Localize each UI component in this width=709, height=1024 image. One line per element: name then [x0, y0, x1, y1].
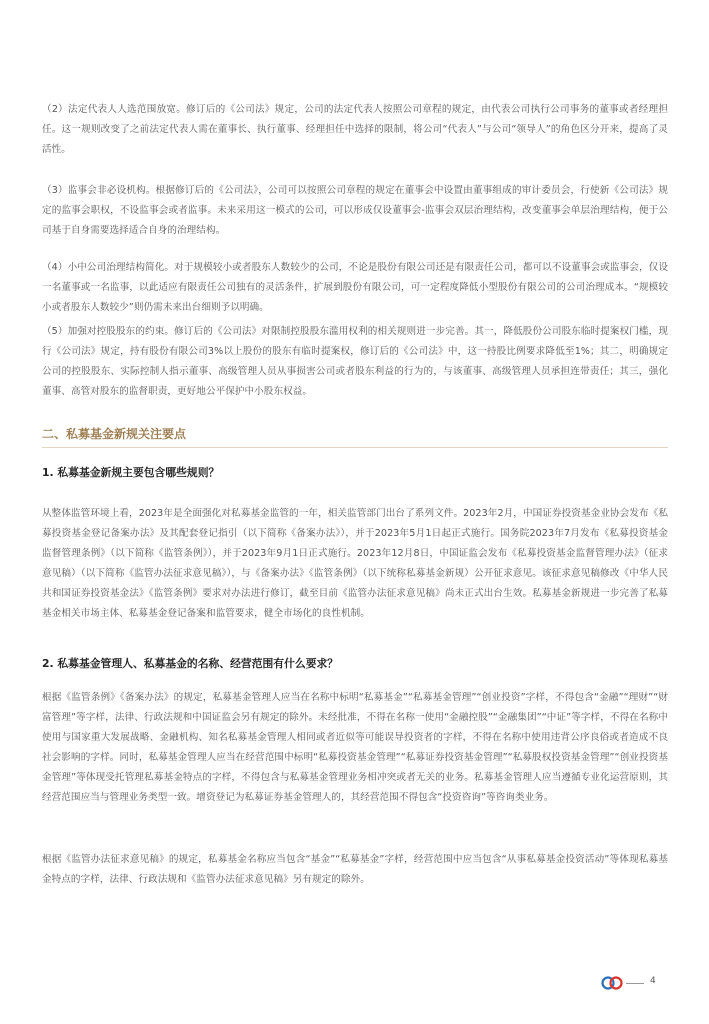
page-number: 4: [650, 976, 656, 986]
paragraph-controlling-shareholder: （5）加强对控股股东的约束。修订后的《公司法》对限制控股股东滥用权利的相关规则进一步完善。其一，降低股份公司股东临时提案权门槛，现行《公司法》规定，持有股份有限公司3%以上股份的股东有临时提案权，修订后的《公司法》中，这一持股比例要求降低至1%；其二，明确规定公司的控股股东、实际控制人指示董事、高级管理人员从事损害公司或者股东利益的行为的，与该董事、高级管理人员承担连带责任；其三，强化董事、高管对股东的监督职责，更好地公平保护中小股东权益。: [42, 326, 668, 397]
page-footer: [600, 975, 670, 991]
paragraph-regulatory-environment: 从整体监管环境上看，2023年是全面强化对私募基金监管的一年，相关监管部门出台了系列文件。2023年2月，中国证券投资基金业协会发布《私募投资基金登记备案办法》及其配套登记指引（以下简称《备案办法》），并于2023年5月1日起正式施行。国务院2023年7月发布《私募投资基金监督管理条例》（以下简称《监管条例》），并于2023年9月1日正式施行。2023年12月8日，中国证监会发布《私募投资基金监督管理办法》（征求意见稿）（以下简称《监管办法征求意见稿》），与《备案办法》《监管条例》（以下统称私募基金新规）公开征求意见。该征求意见稿修改《中华人民共和国证券投资基金法》《监管条例》要求对办法进行修订，截至目前《监管办法征求意见稿》尚未正式出台生效。私募基金新规进一步完善了私募基金相关市场主体、私募基金登记备案和监管要求，健全市场化的良性机制。: [42, 508, 668, 619]
firm-logo-icon: [600, 975, 624, 991]
footer-divider: [626, 983, 644, 984]
paragraph-legal-representative: （2）法定代表人人选范围放宽。修订后的《公司法》规定，公司的法定代表人按照公司章程的规定，由代表公司执行公司事务的董事或者经理担任。这一规则改变了之前法定代表人需在董事长、执行董事、经理担任中选择的限制，将公司“代表人”与公司“领导人”的角色区分开来，提高了灵活性。: [42, 104, 668, 155]
paragraph-supervisory-board: （3）监事会非必设机构。根据修订后的《公司法》，公司可以按照公司章程的规定在董事会中设置由董事组成的审计委员会，行使新《公司法》规定的监事会职权，不设监事会或者监事。未来采用这一模式的公司，可以形成仅设董事会-监事会双层治理结构，改变董事会单层治理结构，便于公司基于自身需要选择适合自身的治理结构。: [42, 185, 668, 236]
heading-question-1: 1. 私募基金新规主要包含哪些规则？: [42, 466, 220, 479]
paragraph-naming-requirements: 根据《监管条例》《备案办法》的规定，私募基金管理人应当在名称中标明“私募基金”“私募基金管理”“创业投资”字样，不得包含“金融”“理财”“财富管理”等字样，法律、行政法规和中国证监会另有规定的除外。未经批准，不得在名称一使用“金融控股”“金融集团”“中证”等字样，不得在名称中使用与国家重大发展战略、金融机构、知名私募基金管理人相同或者近似等可能误导投资者的字样，不得在名称中使用违背公序良俗或者造成不良社会影响的字样。同时，私募基金管理人应当在经营范围中标明“私募投资基金管理”“私募证券投资基金管理”“私募股权投资基金管理”“创业投资基金管理”等体现受托管理私募基金特点的字样，不得包含与私募基金管理业务相冲突或者无关的业务。私募基金管理人应当遵循专业化运营原则，其经营范围应当与管理业务类型一致。增资登记为私募证券基金管理人的，其经营范围不得包含“投资咨询”等咨询类业务。: [42, 692, 668, 803]
heading-question-2: 2. 私募基金管理人、私募基金的名称、经营范围有什么要求？: [42, 657, 339, 670]
section-divider: [42, 447, 668, 448]
section-title: 二、私募基金新规关注要点: [42, 427, 187, 441]
paragraph-draft-naming-rules: 根据《监管办法征求意见稿》的规定，私募基金名称应当包含“基金”“私募基金”字样，经营范围中应当包含“从事私募基金投资活动”等体现私募基金特点的字样，法律、行政法规和《监管办法征求意见稿》另有规定的除外。: [42, 854, 668, 885]
paragraph-small-company-governance: （4）小中公司治理结构简化。对于规模较小或者股东人数较少的公司，不论是股份有限公司还是有限责任公司，都可以不设董事会或监事会，仅设一名董事或一名监事，以此适应有限责任公司独有的灵活条件，扩展到股份有限公司，可一定程度降低小型股份有限公司的公司治理成本。“规模较小或者股东人数较少”则仍需未来出台细则予以明确。: [42, 262, 668, 313]
